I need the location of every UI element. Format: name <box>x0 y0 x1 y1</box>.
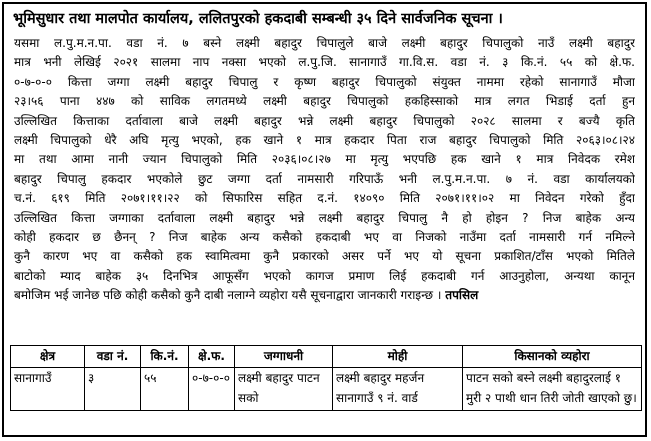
body-line: उल्लिखित कित्ताका दर्तावाला बाजे लक्ष्मी बहादुर भन्ने लक्ष्मी बहादुर चिपालुको २०२८ सालमा र बज्यै कृति <box>14 113 635 128</box>
body-line-last <box>14 286 635 305</box>
body-line: २३।५६ पाना ४४७ को साविक लगतमध्ये लक्ष्मी बहादुर चिपालुको हकहिस्साको मात्र लगत भिडाई दर्ता हुन <box>14 94 635 109</box>
details-table <box>10 345 642 411</box>
body-line: बाटोको म्याद बाहेक ३५ दिनभित्र आफूसँग भएको कागज प्रमाण लिई हकदाबी गर्न आउनुहोला, अन्यथा कानून <box>14 268 635 283</box>
cell-farmer-detail: पाटन सको बस्ने लक्ष्मी बहादुरलाई १ मुरी २ पाथी धान तिरी जोती खाएको छु। <box>463 368 642 411</box>
table-row <box>11 368 642 411</box>
public-notice <box>2 2 647 437</box>
header-area: क्षेत्र <box>11 346 85 368</box>
cell-tenant: लक्ष्मी बहादुर महर्जन सानागाउँ ९ नं. वार्ड <box>333 368 463 411</box>
cell-owner: लक्ष्मी बहादुर पाटन सको <box>235 368 333 411</box>
header-owner: जग्गाधनी <box>235 346 333 368</box>
table-header-row <box>11 346 642 368</box>
header-size: क्षे.फ. <box>189 346 235 368</box>
body-line: बहादुर चिपालु हकदार भएकोले छुट जग्गा दर्ता नामसारी गरिपाऊँ भनी ल.पु.म.न.पा. ७ नं. वडा कार्यालयको <box>14 171 635 186</box>
body-line: कुनै कारण भए वा कसैको हक स्वामित्वमा कुनै प्रकारको असर पर्ने भए यो सूचना प्रकाशित/टाँस भएको मितिले <box>14 249 635 264</box>
body-line: उल्लिखित कित्ता जग्गाका दर्तावाला लक्ष्मी बहादुर भन्ने लक्ष्मी बहादुर चिपालु नै हो होइन ? निज बाहेक अन्य <box>14 210 635 225</box>
body-line-text: बमोजिम भई जानेछ पछि कोही कसैको कुनै दाबी नलाग्ने व्यहोरा यसै सूचनाद्वारा जानकारी गराइन्छ । <box>14 288 442 303</box>
cell-ward: ३ <box>85 368 141 411</box>
body-line: ०-७-०-० कित्ता जग्गा लक्ष्मी बहादुर चिपालु र कृष्ण बहादुर चिपालुको संयुक्त नाममा रहेको सानागाउँ मौजा <box>14 74 635 89</box>
cell-size: ०-७-०-० <box>189 368 235 411</box>
header-tenant: मोही <box>333 346 463 368</box>
cell-plot: ५५ <box>141 368 189 411</box>
notice-title: भूमिसुधार तथा मालपोत कार्यालय, ललितपुरको हकदाबी सम्बन्धी ३५ दिने सार्वजनिक सूचना । <box>13 11 503 27</box>
tapasil-label: तपसिल <box>445 288 479 303</box>
body-line: कोही हकदार छ छैनन् ? निज बाहेक अन्य कसैको हकदाबी भए वा निजको नाउँमा दर्ता नामसारी गर्न नमिल्ने <box>14 229 635 244</box>
body-line: मात्र भनी लेखिई २०२१ सालमा नाप नक्सा भएको ल.पु.जि. सानागाउँ गा.वि.स. वडा नं. ३ कि.नं. ५५ को क्षे.फ. <box>14 55 635 70</box>
notice-body <box>4 34 645 305</box>
header-ward: वडा नं. <box>85 346 141 368</box>
body-line: च.नं. ६१९ मिति २०७१।११।२२ को सिफारिस सहित द.नं. १४०९० मिति २०७१।११।०२ मा निवेदन गरेको हुँदा <box>14 191 635 206</box>
cell-area: सानागाउँ <box>11 368 85 411</box>
header-farmer-detail: किसानको व्यहोरा <box>463 346 642 368</box>
body-line: यसमा ल.पु.म.न.पा. वडा नं. ७ बस्ने लक्ष्मी बहादुर चिपालुले बाजे लक्ष्मी बहादुर चिपालुको नाउँ लक्ष्मी बहादुर <box>14 36 635 50</box>
header-plot: कि.नं. <box>141 346 189 368</box>
body-line: लक्ष्मी चिपालुको धेरै अघि मृत्यु भएको, हक खाने १ मात्र हकदार पिता राज बहादुर चिपालुको मिति २०६३।०८।२४ <box>14 132 635 147</box>
body-line: मा तथा आमा नानी ज्यान चिपालुको मिति २०३६।०८।२७ मा मृत्यु भएपछि हक खाने १ मात्र निवेदक रमेश <box>14 152 635 167</box>
